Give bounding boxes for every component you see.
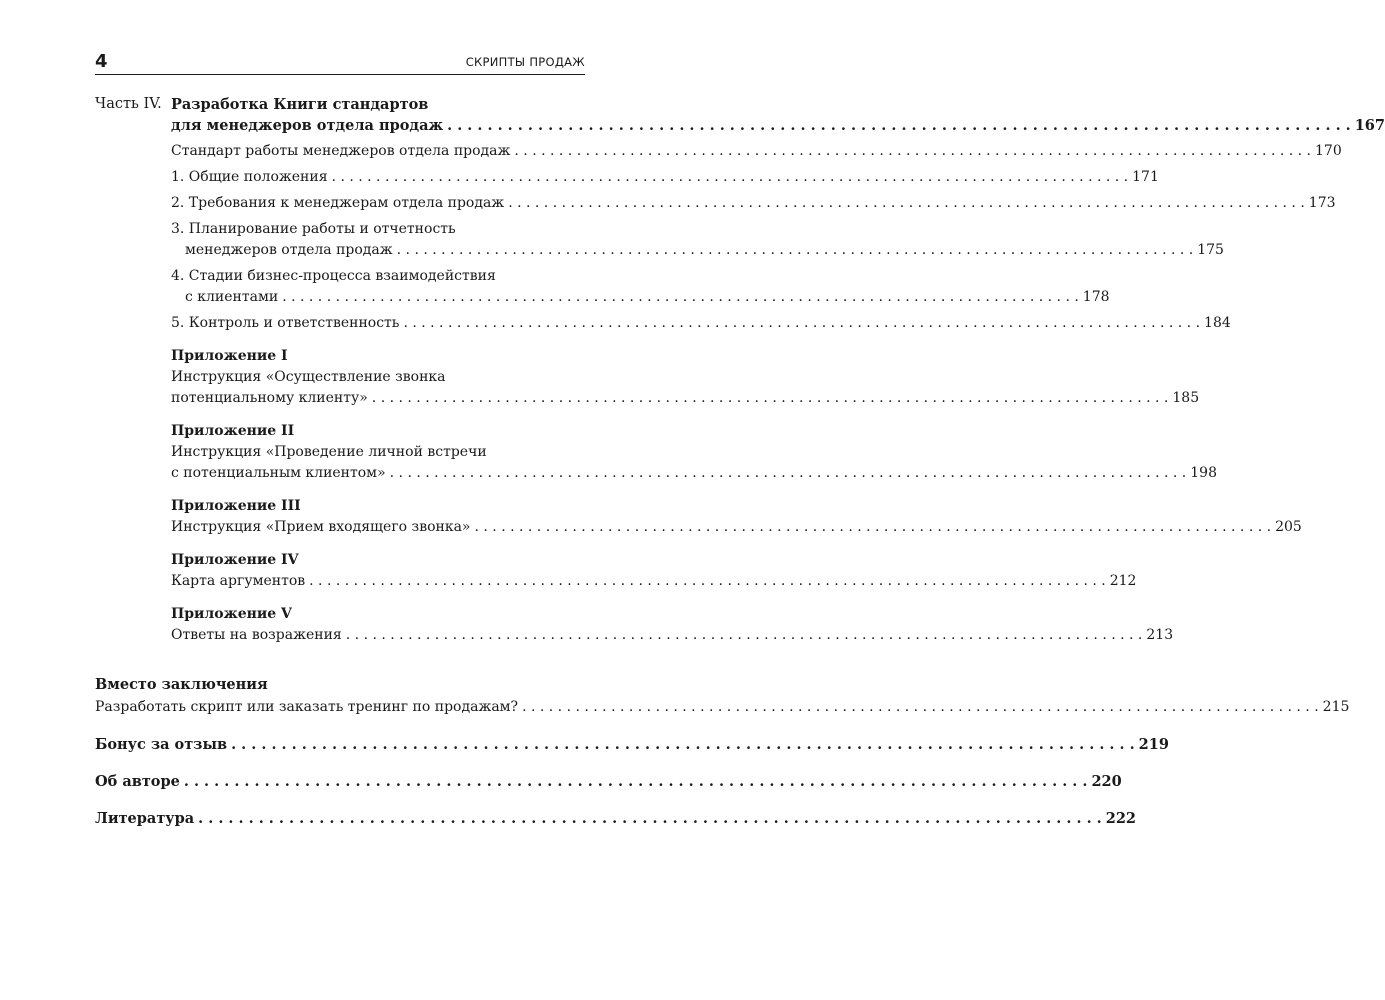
dot-leader	[390, 463, 1187, 484]
appendix-title: Приложение I	[171, 348, 288, 364]
page-ref: 215	[1322, 699, 1350, 715]
entry-text: Ответы на возражения	[171, 627, 342, 643]
page-ref: 173	[1308, 195, 1336, 211]
page-ref: 219	[1138, 736, 1169, 753]
page-ref: 184	[1204, 315, 1231, 331]
dot-leader	[346, 625, 1143, 646]
page-ref: 222	[1105, 810, 1137, 827]
header-rule	[95, 74, 585, 75]
entry-text: с потенциальным клиентом»	[171, 465, 386, 481]
toc-entry-about[interactable]	[95, 771, 1122, 792]
table-of-contents	[95, 94, 1385, 829]
appendix-title: Приложение IV	[171, 552, 299, 568]
toc-entry[interactable]	[171, 571, 1137, 592]
toc-entry[interactable]	[171, 141, 1342, 162]
toc-entry[interactable]	[171, 313, 1231, 334]
entry-text: потенциальному клиенту»	[171, 390, 368, 406]
page-ref: 178	[1082, 289, 1110, 305]
entry-continuation	[171, 463, 1217, 484]
entry-text: 2. Требования к менеджерам отдела продаж	[171, 195, 505, 211]
dot-leader	[403, 313, 1200, 334]
part-title-line1: Разработка Книги стандартов	[171, 96, 429, 113]
page-ref: 170	[1315, 143, 1342, 159]
toc-entry[interactable]	[95, 697, 1350, 718]
toc-entry-multiline[interactable]	[171, 266, 1110, 308]
dot-leader	[198, 808, 1102, 829]
toc-entry-bonus[interactable]	[95, 734, 1169, 755]
book-page	[95, 0, 1385, 1000]
entry-text: 5. Контроль и ответственность	[171, 315, 400, 331]
entry-continuation	[171, 240, 1224, 261]
dot-leader	[447, 115, 1351, 136]
toc-entry-multiline[interactable]	[171, 219, 1224, 261]
entry-text: Карта аргументов	[171, 573, 306, 589]
page-ref: 198	[1190, 465, 1217, 481]
entry-text: менеджеров отдела продаж	[185, 242, 393, 258]
toc-entry[interactable]	[171, 517, 1302, 538]
toc-entry-multiline[interactable]	[171, 367, 1200, 409]
part-title	[171, 94, 1385, 136]
toc-entry-multiline[interactable]	[171, 442, 1217, 484]
dot-leader	[372, 388, 1169, 409]
page-number: 4	[95, 51, 108, 72]
appendix-title: Приложение V	[171, 606, 292, 622]
running-head	[95, 51, 585, 73]
dot-leader	[332, 167, 1129, 188]
dot-leader	[231, 734, 1135, 755]
dot-leader	[514, 141, 1311, 162]
entry-text: Об авторе	[95, 773, 180, 790]
part-title-line2: для менеджеров отдела продаж	[171, 117, 444, 134]
entry-continuation	[171, 287, 1110, 308]
conclusion-title: Вместо заключения	[95, 676, 268, 693]
dot-leader	[397, 240, 1194, 261]
toc-entry[interactable]	[171, 115, 1385, 136]
entry-text-line1: 4. Стадии бизнес-процесса взаимодействия	[171, 268, 496, 284]
entry-text: Литература	[95, 810, 195, 827]
dot-leader	[522, 697, 1319, 718]
appendix-title: Приложение III	[171, 498, 301, 514]
entry-text: Бонус за отзыв	[95, 736, 228, 753]
part-prefix: Часть IV.	[95, 96, 162, 112]
entry-text-line1: Инструкция «Осуществление звонка	[171, 369, 446, 385]
running-title: СКРИПТЫ ПРОДАЖ	[465, 55, 585, 69]
part-heading	[95, 94, 1385, 136]
dot-leader	[508, 193, 1305, 214]
entry-text: 1. Общие положения	[171, 169, 328, 185]
entry-text: с клиентами	[185, 289, 279, 305]
entry-text-line1: 3. Планирование работы и отчетность	[171, 221, 456, 237]
toc-entry[interactable]	[171, 193, 1336, 214]
entry-text-line1: Инструкция «Проведение личной встречи	[171, 444, 487, 460]
dot-leader	[309, 571, 1106, 592]
toc-entry[interactable]	[171, 167, 1159, 188]
toc-entry-literature[interactable]	[95, 808, 1137, 829]
appendix-title: Приложение II	[171, 423, 295, 439]
page-ref: 212	[1109, 573, 1137, 589]
entry-continuation	[171, 388, 1200, 409]
entry-text: Стандарт работы менеджеров отдела продаж	[171, 143, 511, 159]
page-ref: 175	[1197, 242, 1224, 258]
page-ref: 185	[1172, 390, 1200, 406]
entry-text: Разработать скрипт или заказать тренинг по продажам?	[95, 699, 519, 715]
page-ref: 205	[1275, 519, 1302, 535]
toc-entry[interactable]	[171, 625, 1174, 646]
dot-leader	[282, 287, 1079, 308]
page-ref: 213	[1146, 627, 1174, 643]
dot-leader	[475, 517, 1272, 538]
entry-text: Инструкция «Прием входящего звонка»	[171, 519, 471, 535]
page-ref: 171	[1132, 169, 1159, 185]
page-ref: 220	[1091, 773, 1122, 790]
dot-leader	[184, 771, 1088, 792]
page-ref: 167	[1354, 117, 1385, 134]
part-entries	[95, 141, 1342, 646]
